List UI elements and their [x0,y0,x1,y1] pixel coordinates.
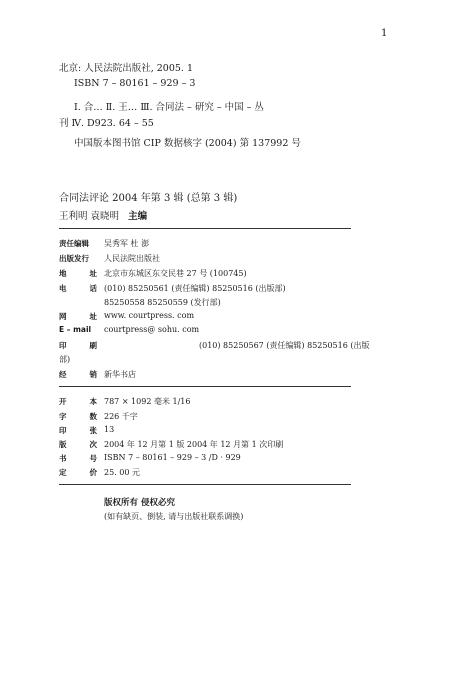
phone-label: 电 话 [59,284,97,293]
cip-publisher-line: 北京: 人民法院出版社, 2005. 1 [59,63,194,74]
copyright-notice: 版权所有 侵权必究 [104,498,175,508]
isbn-value: ISBN 7 – 80161 – 929 – 3 /D · 929 [104,453,241,462]
website-label: 网 址 [59,312,97,321]
address-value: 北京市东城区东交民巷 27 号 (100745) [104,269,247,278]
phone-value: (010) 85250561 (责任编辑) 85250516 (出版部) [104,284,286,293]
defect-return-note: (如有缺页、倒装, 请与出版社联系调换) [104,512,244,521]
format-label: 开 本 [59,397,97,406]
editor-names: 王利明 袁晓明 [59,211,120,222]
sheets-label: 印 张 [59,426,97,435]
email-label: E – mail [59,325,92,334]
page-number: 1 [381,28,388,39]
divider-top [59,228,351,229]
printer-value-cont: 部) [59,355,71,364]
price-label: 定 价 [59,468,97,477]
publisher-label: 出版发行 [59,254,89,263]
divider-bottom [59,484,351,485]
words-value: 226 千字 [104,412,138,421]
editor-role: 主编 [128,211,148,222]
words-label: 字 数 [59,412,97,421]
format-value: 787 × 1092 毫米 1/16 [104,397,191,406]
email-value: courtpress@ sohu. com [104,325,200,334]
isbn-label: 书 号 [59,454,97,463]
address-label: 地 址 [59,269,97,278]
printer-value: (010) 85250567 (责任编辑) 85250516 (出版 [199,341,370,350]
edition-label: 版 次 [59,440,97,449]
edition-value: 2004 年 12 月第 1 版 2004 年 12 月第 1 次印刷 [104,440,284,449]
editor-label: 责任编辑 [59,239,89,248]
divider-middle [59,386,351,387]
publisher-value: 人民法院出版社 [104,254,160,263]
phone-value-2: 85250558 85250559 (发行部) [104,298,221,307]
cip-classification-line: 刊 Ⅳ. D923. 64 – 55 [59,118,154,129]
editor-value: 吴秀军 杜 澎 [104,239,150,248]
distributor-value: 新华书店 [104,370,136,379]
price-value: 25. 00 元 [104,468,140,477]
printer-label: 印 刷 [59,341,97,350]
cip-subject-line: Ⅰ. 合… Ⅱ. 王… Ⅲ. 合同法 – 研究 – 中国 – 丛 [74,102,264,113]
website-value: www. courtpress. com [104,311,195,320]
cip-data-number: 中国版本图书馆 CIP 数据核字 (2004) 第 137992 号 [74,138,301,149]
sheets-value: 13 [104,425,115,434]
book-editors [59,208,147,222]
book-title: 合同法评论 2004 年第 3 辑 (总第 3 辑) [59,193,238,204]
cip-isbn-line: ISBN 7 – 80161 – 929 – 3 [74,78,196,89]
distributor-label: 经 销 [59,370,97,379]
